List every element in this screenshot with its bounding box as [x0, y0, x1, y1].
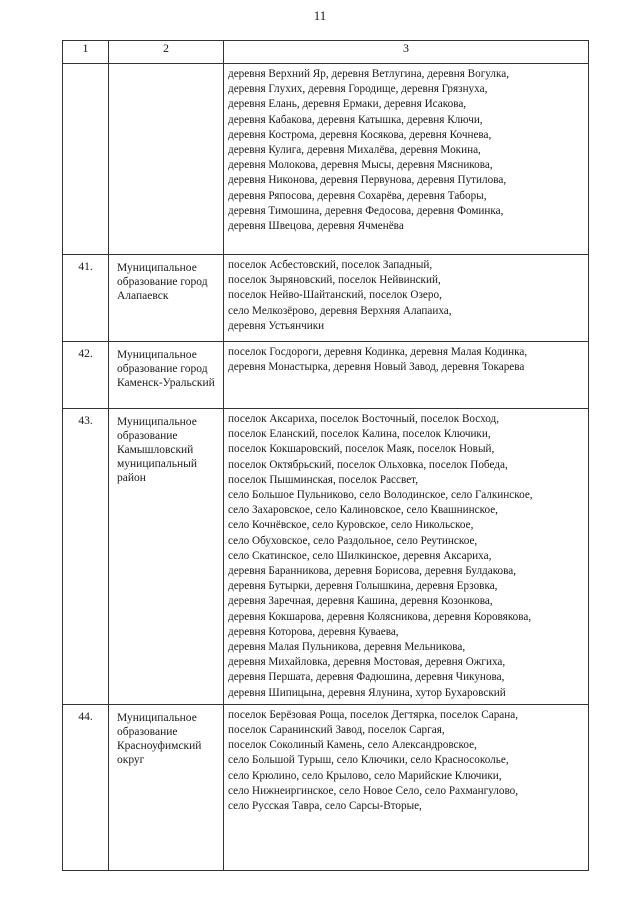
settlement-line: деревня Устьянчики	[228, 319, 325, 332]
municipality-name: Муниципальное образование Красноуфимский округ	[109, 704, 224, 870]
settlement-line: деревня Никонова, деревня Первунова, деревня Путилова,	[228, 174, 507, 187]
row-number: 41.	[63, 255, 109, 342]
settlement-list	[224, 342, 589, 409]
row-number	[63, 64, 109, 255]
settlement-line: поселок Пышминская, поселок Рассвет,	[228, 473, 419, 486]
settlement-line: село Крюлино, село Крылово, село Марийские Ключики,	[228, 769, 502, 782]
settlement-line: деревня Молокова, деревня Мысы, деревня Мясникова,	[228, 159, 493, 172]
table-row	[63, 64, 589, 255]
municipality-name: Муниципальное образование город Алапаевск	[109, 255, 224, 342]
table-row	[63, 704, 589, 870]
page-number: 11	[313, 8, 327, 23]
row-number: 43.	[63, 409, 109, 705]
settlement-line: деревня Ряпосова, деревня Сохарёва, деревня Таборы,	[228, 189, 487, 202]
table-row	[63, 255, 589, 342]
table-row	[63, 409, 589, 705]
settlement-line: деревня Кострома, деревня Косякова, деревня Кочнева,	[228, 128, 492, 141]
municipality-name	[109, 64, 224, 255]
settlement-line: поселок Зыряновский, поселок Нейвинский,	[228, 274, 441, 287]
table-header-row	[63, 41, 589, 64]
settlement-line: деревня Малая Пульникова, деревня Мельникова,	[228, 641, 466, 654]
table-row	[63, 342, 589, 409]
settlement-line: деревня Монастырка, деревня Новый Завод, деревня Токарева	[228, 361, 525, 374]
settlement-line: село Захаровское, село Калиновское, село Квашнинское,	[228, 504, 498, 517]
row-number: 44.	[63, 704, 109, 870]
settlement-line: поселок Берёзовая Роща, поселок Дегтярка, поселок Сарана,	[228, 708, 519, 721]
settlements-table	[62, 40, 589, 871]
column-header-1: 1	[63, 41, 109, 64]
settlement-line: деревня Кокшарова, деревня Колясникова, деревня Коровякова,	[228, 610, 532, 623]
settlement-line: деревня Першата, деревня Фадюшина, деревня Чикунова,	[228, 671, 505, 684]
settlement-list	[224, 64, 589, 255]
settlement-line: село Русская Тавра, село Сарсы-Вторые,	[228, 800, 422, 813]
settlement-line: село Обуховское, село Раздольное, село Реутинское,	[228, 534, 478, 547]
settlement-line: поселок Госдороги, деревня Кодинка, деревня Малая Кодинка,	[228, 346, 528, 358]
row-number: 42.	[63, 342, 109, 409]
settlement-line: деревня Тимошина, деревня Федосова, деревня Фоминка,	[228, 204, 504, 217]
settlement-line: село Кочнёвское, село Куровское, село Никольское,	[228, 519, 474, 532]
settlement-list	[224, 255, 589, 342]
settlement-line: поселок Кокшаровский, поселок Маяк, поселок Новый,	[228, 443, 495, 456]
settlement-line: поселок Еланский, поселок Калина, поселок Ключики,	[228, 428, 491, 441]
settlement-line: деревня Бутырки, деревня Голышкина, деревня Ерзовка,	[228, 580, 498, 593]
municipality-name: Муниципальное образование Камышловский муниципальный район	[109, 409, 224, 705]
municipality-name: Муниципальное образование город Каменск-Уральский	[109, 342, 224, 409]
settlement-line: поселок Саранинский Завод, поселок Саргая,	[228, 724, 445, 737]
settlement-line: поселок Аксариха, поселок Восточный, поселок Восход,	[228, 413, 500, 425]
settlement-line: деревня Кабакова, деревня Катышка, деревня Ключи,	[228, 113, 483, 126]
settlement-line: деревня Елань, деревня Ермаки, деревня Исакова,	[228, 98, 467, 111]
settlement-line: деревня Михайловка, деревня Мостовая, деревня Ожгиха,	[228, 656, 506, 669]
settlement-line: село Мелкозёрово, деревня Верхняя Алапаиха,	[228, 304, 452, 317]
settlement-line: деревня Швецова, деревня Ячменёва	[228, 220, 404, 233]
settlement-line: поселок Октябрьский, поселок Ольховка, поселок Победа,	[228, 458, 508, 471]
settlement-line: деревня Глухих, деревня Городище, деревня Грязнуха,	[228, 83, 488, 96]
settlement-line: село Скатинское, село Шилкинское, деревня Аксариха,	[228, 549, 492, 562]
settlement-line: поселок Соколиный Камень, село Александровское,	[228, 739, 477, 752]
settlement-line: деревня Баранникова, деревня Борисова, деревня Булдакова,	[228, 565, 517, 578]
settlement-line: село Большой Турыш, село Ключики, село Красносоколье,	[228, 754, 509, 767]
settlement-line: деревня Шипицына, деревня Ялунина, хутор Бухаровский	[228, 686, 506, 699]
settlement-line: село Большое Пульниково, село Володинское, село Галкинское,	[228, 489, 533, 502]
settlement-line: село Нижнеиргинское, село Новое Село, село Рахмангулово,	[228, 784, 519, 797]
column-header-2: 2	[109, 41, 224, 64]
settlement-line: деревня Верхний Яр, деревня Ветлугина, деревня Вогулка,	[228, 68, 510, 80]
settlement-line: поселок Нейво-Шайтанский, поселок Озеро,	[228, 289, 442, 302]
settlement-line: деревня Кулига, деревня Михалёва, деревня Мокина,	[228, 144, 481, 157]
settlement-line: поселок Асбестовский, поселок Западный,	[228, 259, 433, 271]
column-header-3: 3	[224, 41, 589, 64]
settlement-list	[224, 409, 589, 705]
settlement-line: деревня Заречная, деревня Кашина, деревня Козонкова,	[228, 595, 493, 608]
settlement-line: деревня Которова, деревня Куваева,	[228, 625, 399, 638]
settlement-list	[224, 704, 589, 870]
